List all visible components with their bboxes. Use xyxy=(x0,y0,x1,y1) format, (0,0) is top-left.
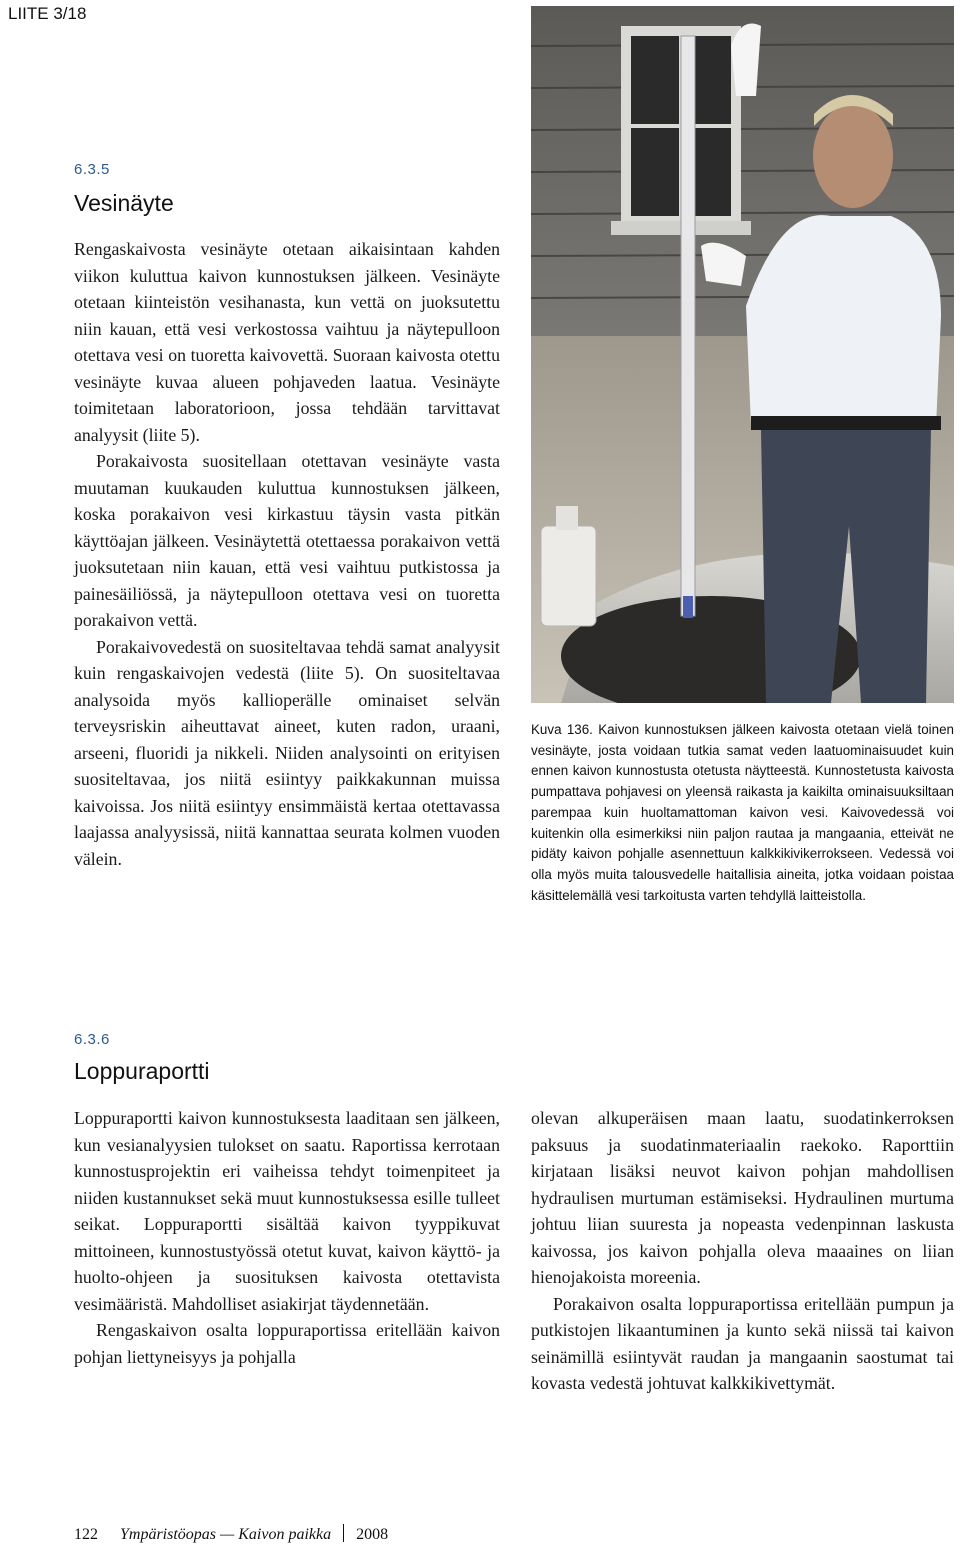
photo-illustration xyxy=(531,6,954,703)
section-number: 6.3.6 xyxy=(74,1031,110,1048)
page-number: 122 xyxy=(74,1526,98,1543)
section-title: Vesinäyte xyxy=(74,190,174,216)
paragraph: Rengaskaivon osalta loppuraportissa eritellään kaivon pohjan liettyneisyys ja pohjalla xyxy=(74,1320,500,1367)
well-sampling-photo xyxy=(531,6,954,703)
section-title: Loppuraportti xyxy=(74,1058,210,1084)
figure-caption xyxy=(531,720,954,906)
paragraph: Porakaivovedestä on suositeltavaa tehdä samat analyysit kuin rengaskaivojen vedestä (liite 5). On suositeltavaa analysoida myös kallioperälle ominaiset selvän terveysriskin aiheuttavat aineet, kuten radon, uraani, arseeni, fluoridi ja nikkeli. Niiden analysointi on erityisen suositeltavaa, jos niitä esiintyy paikkakunnan muissa kaivoissa. Jos niitä esiintyy ensimmäistä kertaa otettavassa laajassa analyysissä, niitä kannattaa seurata kolmen vuoden välein. xyxy=(74,636,500,869)
publication-title: Ympäristöopas — Kaivon paikka xyxy=(120,1526,332,1543)
section-body-left xyxy=(74,1105,500,1370)
section-body xyxy=(74,236,500,872)
paragraph: olevan alkuperäisen maan laatu, suodatinkerroksen paksuus ja suodatinmateriaalin raekoko. Raporttiin kirjataan lisäksi neuvot kaivon pohjan mahdollisen hydraulisen murtuman estämiseksi. Hydraulinen murtuma johtuu liian suuresta ja nopeasta vedenpinnan laskusta kaivossa, jos kaivon pohjalla oleva maaaines on liian hienojakoista moreenia. xyxy=(531,1108,954,1287)
paragraph: Loppuraportti kaivon kunnostuksesta laaditaan sen jälkeen, kun vesianalyysien tulokset on saatu. Raportissa kerrotaan kunnostusprojektin eri vaiheissa tehdyt toimenpiteet ja niiden kustannukset sekä muut kunnostuksessa esille tulleet seikat. Loppuraportti sisältää kaivon tyyppikuvat mittoineen, kunnostustyössä otetut kuvat, kaivon käyttö- ja huolto-ohjeen ja suosituksen kaivosta otettavista vesimääristä. Mahdolliset asiakirjat täydennetään. xyxy=(74,1108,500,1314)
paragraph: Porakaivon osalta loppuraportissa eritellään pumpun ja putkistojen likaantuminen ja kunto sekä niissä tai kaivon seinämillä esiintyvät raudan ja mangaanin saostumat tai kovasta vedestä johtuvat kalkkikivettymät. xyxy=(531,1293,954,1393)
figure-label: Kuva 136. xyxy=(531,722,593,737)
appendix-label: LIITE 3/18 xyxy=(8,4,87,23)
section-body-right xyxy=(531,1105,954,1397)
paragraph: Porakaivosta suositellaan otettavan vesinäyte vasta muutaman kuukauden kuluttua kunnostuksen jälkeen, koska porakaivon vesi kirkastuu täysin vasta pitkän käyttöajan jälkeen. Vesinäytettä otettaessa porakaivon vettä juoksutetaan niin kauan, että vesi vaihtuu putkistossa ja painesäiliössä, ja näytepulloon otettava vesi on tuoretta porakaivon vettä. xyxy=(74,451,500,630)
section-number: 6.3.5 xyxy=(74,161,110,178)
paragraph: Rengaskaivosta vesinäyte otetaan aikaisintaan kahden viikon kuluttua kaivon kunnostuksen jälkeen. Vesinäyte otetaan kiinteistön vesihanasta, kun vettä on juoksutettu niin kauan, että vesi verkostossa vaihtuu ja näytepulloon otettava vesi on tuoretta kaivovettä. Suoraan kaivosta otettu vesinäyte kuvaa alueen pohjaveden laatua. Vesinäyte toimitetaan laboratorioon, jossa tehdään tarvittavat analyysit (liite 5). xyxy=(74,239,500,445)
publication-year: 2008 xyxy=(356,1526,389,1543)
page-footer xyxy=(74,1524,388,1544)
figure-caption-text: Kaivon kunnostuksen jälkeen kaivosta otetaan vielä toinen vesinäyte, josta voidaan tutkia samat veden laatuominaisuudet kuin ennen kaivon kunnostusta otetusta näytteestä. Kunnostetusta kaivosta pumpattava pohjavesi on yleensä raikasta ja kaikilta ominaisuuksiltaan parempaa kuin huoltamattoman kaivon vesi. Kaivovedessä voi kuitenkin olla esimerkiksi niin paljon rautaa ja mangaania, etteivät ne pidäty kaivon pohjalle asennettuun kalkkikivikerrokseen. Vedessä voi olla myös muita talousvedelle haitallisia aineita, jotka voidaan poistaa käsittelemällä vesi tarkoitusta varten tehdyllä laitteistolla. xyxy=(531,722,954,903)
footer-divider xyxy=(343,1524,344,1542)
